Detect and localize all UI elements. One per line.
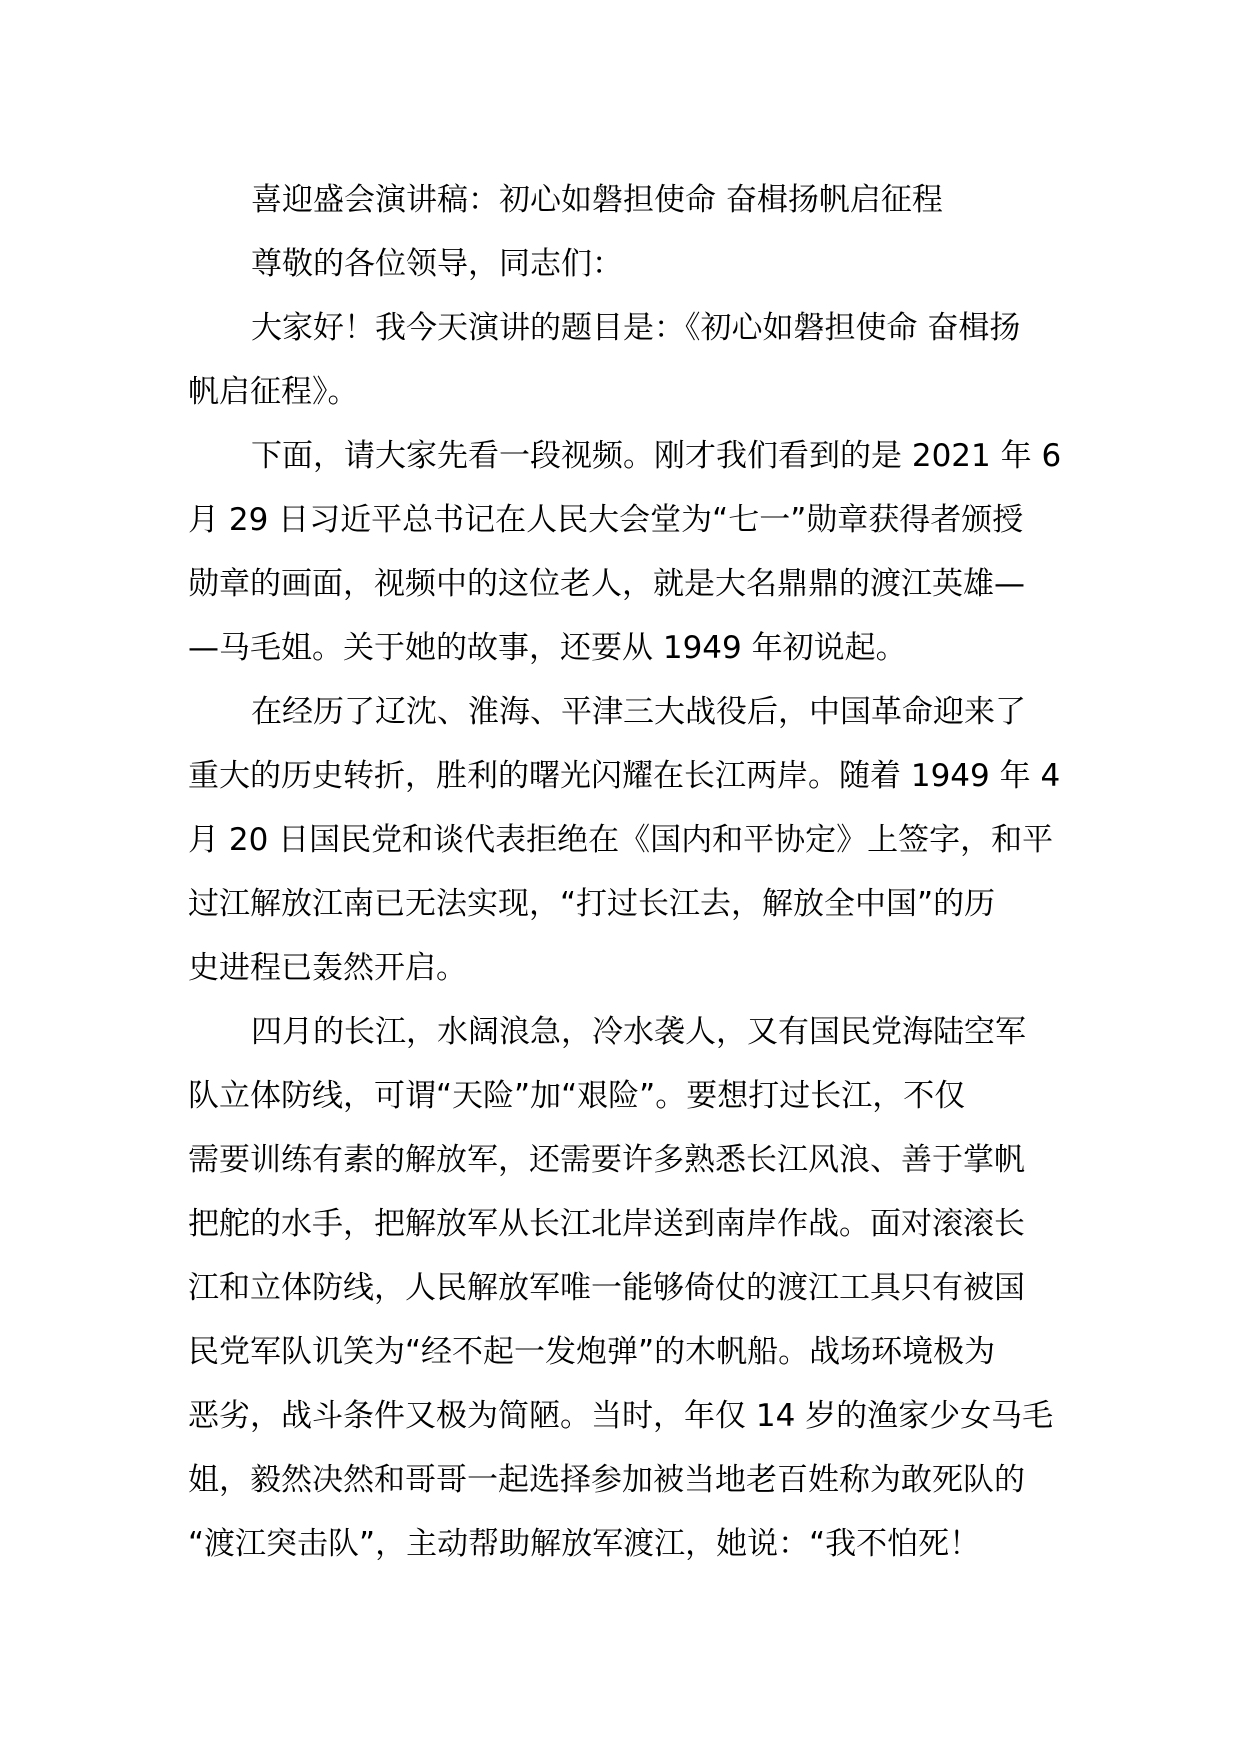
- paragraph-4-line-2: 队立体防线，可谓“天险”加“艰险”。要想打过长江，不仅: [188, 1078, 966, 1114]
- paragraph-4-line-8: 姐，毅然决然和哥哥一起选择参加被当地老百姓称为敢死队的: [188, 1462, 1025, 1498]
- document-title: 喜迎盛会演讲稿：初心如磐担使命 奋楫扬帆启征程: [251, 182, 943, 218]
- paragraph-3-line-3: 月 20 日国民党和谈代表拒绝在《国内和平协定》上签字，和平: [188, 822, 1054, 858]
- document-page: [188, 168, 1060, 1576]
- paragraph-3-line-4: 过江解放江南已无法实现，“打过长江去，解放全中国”的历: [188, 886, 996, 922]
- paragraph-1-line-2: 帆启征程》。: [188, 374, 359, 410]
- paragraph-3-line-5: 史进程已轰然开启。: [188, 950, 467, 986]
- paragraph-4-line-4: 把舵的水手，把解放军从长江北岸送到南岸作战。面对滚滚长: [188, 1206, 1025, 1242]
- paragraph-4-line-9: “渡江突击队”，主动帮助解放军渡江，她说：“我不怕死！: [188, 1526, 981, 1562]
- paragraph-2-line-1: 下面，请大家先看一段视频。刚才我们看到的是 2021 年 6: [251, 438, 1062, 474]
- paragraph-3-line-2: 重大的历史转折，胜利的曙光闪耀在长江两岸。随着 1949 年 4: [188, 758, 1061, 794]
- paragraph-2-line-2: 月 29 日习近平总书记在人民大会堂为“七一”勋章获得者颁授: [188, 502, 1024, 538]
- salutation: 尊敬的各位领导，同志们：: [251, 246, 623, 282]
- paragraph-4-line-1: 四月的长江，水阔浪急，冷水袭人，又有国民党海陆空军: [251, 1014, 1026, 1050]
- paragraph-4-line-6: 民党军队讥笑为“经不起一发炮弹”的木帆船。战场环境极为: [188, 1334, 996, 1370]
- paragraph-3-line-1: 在经历了辽沈、淮海、平津三大战役后，中国革命迎来了: [251, 694, 1026, 730]
- paragraph-1-line-1: 大家好！我今天演讲的题目是：《初心如磐担使命 奋楫扬: [251, 310, 1021, 346]
- paragraph-2-line-3: 勋章的画面，视频中的这位老人，就是大名鼎鼎的渡江英雄—: [188, 566, 1025, 602]
- paragraph-4-line-3: 需要训练有素的解放军，还需要许多熟悉长江风浪、善于掌帆: [188, 1142, 1025, 1178]
- paragraph-4-line-5: 江和立体防线，人民解放军唯一能够倚仗的渡江工具只有被国: [188, 1270, 1025, 1306]
- paragraph-4-line-7: 恶劣，战斗条件又极为简陋。当时，年仅 14 岁的渔家少女马毛: [188, 1398, 1054, 1434]
- paragraph-2-line-4: —马毛姐。关于她的故事，还要从 1949 年初说起。: [188, 630, 907, 666]
